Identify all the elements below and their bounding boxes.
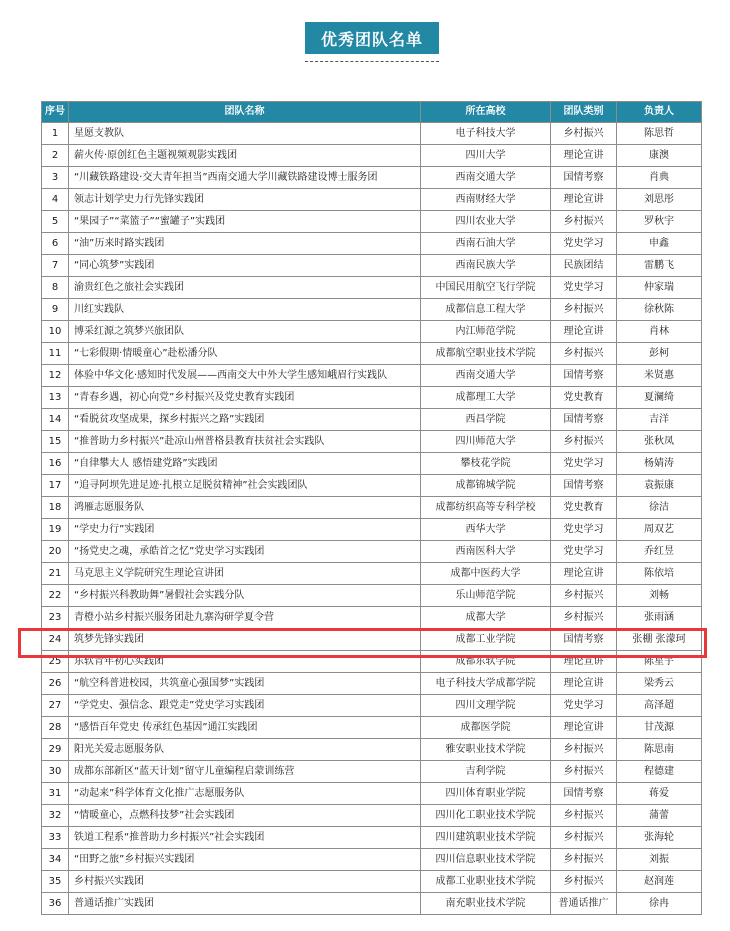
cell-team-name: 博采红源之筑梦兴旅团队 bbox=[69, 321, 421, 343]
cell-school: 四川大学 bbox=[421, 145, 551, 167]
cell-team-name: “七彩假期·情暖童心”赴松潘分队 bbox=[69, 343, 421, 365]
cell-school: 西南民族大学 bbox=[421, 255, 551, 277]
cell-school: 攀枝花学院 bbox=[421, 453, 551, 475]
cell-leader: 刘振 bbox=[617, 849, 702, 871]
cell-leader: 康澳 bbox=[617, 145, 702, 167]
cell-leader: 陈思哲 bbox=[617, 123, 702, 145]
cell-team-name: “田野之旅”乡村振兴实践团 bbox=[69, 849, 421, 871]
cell-category: 理论宣讲 bbox=[551, 145, 617, 167]
table-row bbox=[42, 717, 702, 739]
table-row bbox=[42, 255, 702, 277]
cell-leader: 张秋凤 bbox=[617, 431, 702, 453]
table-row bbox=[42, 629, 702, 651]
cell-team-name: “同心筑梦”实践团 bbox=[69, 255, 421, 277]
cell-team-name: “油”历来时路实践团 bbox=[69, 233, 421, 255]
cell-school: 四川师范大学 bbox=[421, 431, 551, 453]
cell-team-name: 阳光关爱志愿服务队 bbox=[69, 739, 421, 761]
cell-school: 西南石油大学 bbox=[421, 233, 551, 255]
cell-team-name: 普通话推广实践团 bbox=[69, 893, 421, 915]
cell-school: 四川文理学院 bbox=[421, 695, 551, 717]
cell-team-name: 星愿支教队 bbox=[69, 123, 421, 145]
cell-team-name: 川红实践队 bbox=[69, 299, 421, 321]
cell-no: 21 bbox=[42, 563, 69, 585]
cell-team-name: “追寻阿坝先进足迹·扎根立足脱贫精神”社会实践团队 bbox=[69, 475, 421, 497]
table-row bbox=[42, 387, 702, 409]
cell-leader: 张海轮 bbox=[617, 827, 702, 849]
cell-leader: 刘思彤 bbox=[617, 189, 702, 211]
cell-leader: 陈星宇 bbox=[617, 651, 702, 673]
table-row bbox=[42, 277, 702, 299]
table-row bbox=[42, 695, 702, 717]
table-row bbox=[42, 233, 702, 255]
table-row bbox=[42, 607, 702, 629]
cell-no: 4 bbox=[42, 189, 69, 211]
cell-leader: 张棚 张濛珂 bbox=[617, 629, 702, 651]
cell-no: 10 bbox=[42, 321, 69, 343]
cell-team-name: “情暖童心，点燃科技梦”社会实践团 bbox=[69, 805, 421, 827]
cell-leader: 高泽超 bbox=[617, 695, 702, 717]
cell-school: 成都中医药大学 bbox=[421, 563, 551, 585]
column-header-leader: 负责人 bbox=[617, 102, 702, 123]
table-row bbox=[42, 585, 702, 607]
cell-no: 29 bbox=[42, 739, 69, 761]
table-row bbox=[42, 739, 702, 761]
cell-leader: 彭柯 bbox=[617, 343, 702, 365]
cell-school: 南充职业技术学院 bbox=[421, 893, 551, 915]
cell-leader: 徐冉 bbox=[617, 893, 702, 915]
cell-school: 成都理工大学 bbox=[421, 387, 551, 409]
cell-leader: 程德建 bbox=[617, 761, 702, 783]
title-area bbox=[0, 0, 730, 70]
cell-no: 32 bbox=[42, 805, 69, 827]
cell-no: 20 bbox=[42, 541, 69, 563]
cell-school: 西华大学 bbox=[421, 519, 551, 541]
team-table bbox=[41, 101, 702, 915]
cell-team-name: 渝贵红色之旅社会实践团 bbox=[69, 277, 421, 299]
cell-team-name: 薪火传·原创红色主题视频观影实践团 bbox=[69, 145, 421, 167]
cell-category: 乡村振兴 bbox=[551, 211, 617, 233]
cell-leader: 周双艺 bbox=[617, 519, 702, 541]
cell-team-name: “动起来”科学体育文化推广志愿服务队 bbox=[69, 783, 421, 805]
cell-no: 30 bbox=[42, 761, 69, 783]
cell-category: 党史学习 bbox=[551, 695, 617, 717]
cell-team-name: “川藏铁路建设·交大青年担当”西南交通大学川藏铁路建设博士服务团 bbox=[69, 167, 421, 189]
table-row bbox=[42, 651, 702, 673]
table-row bbox=[42, 321, 702, 343]
cell-school: 中国民用航空飞行学院 bbox=[421, 277, 551, 299]
cell-category: 乡村振兴 bbox=[551, 299, 617, 321]
cell-category: 理论宣讲 bbox=[551, 673, 617, 695]
table-row bbox=[42, 409, 702, 431]
cell-category: 党史学习 bbox=[551, 519, 617, 541]
cell-school: 电子科技大学成都学院 bbox=[421, 673, 551, 695]
cell-category: 党史学习 bbox=[551, 233, 617, 255]
cell-no: 16 bbox=[42, 453, 69, 475]
cell-team-name: “果园子”“菜篮子”“蜜罐子”实践团 bbox=[69, 211, 421, 233]
table-row bbox=[42, 343, 702, 365]
table-row bbox=[42, 827, 702, 849]
cell-leader: 甘茂源 bbox=[617, 717, 702, 739]
cell-no: 15 bbox=[42, 431, 69, 453]
cell-no: 25 bbox=[42, 651, 69, 673]
cell-leader: 张雨涵 bbox=[617, 607, 702, 629]
cell-team-name: 领志计划学史力行先锋实践团 bbox=[69, 189, 421, 211]
cell-school: 成都信息工程大学 bbox=[421, 299, 551, 321]
cell-school: 西南医科大学 bbox=[421, 541, 551, 563]
cell-category: 乡村振兴 bbox=[551, 431, 617, 453]
cell-no: 27 bbox=[42, 695, 69, 717]
cell-team-name: “乡村振兴科教助舞”暑假社会实践分队 bbox=[69, 585, 421, 607]
table-row bbox=[42, 541, 702, 563]
cell-school: 成都工业职业技术学院 bbox=[421, 871, 551, 893]
cell-team-name: 青橙小站乡村振兴服务团赴九寨沟研学夏令营 bbox=[69, 607, 421, 629]
cell-team-name: 东软青年初心实践团 bbox=[69, 651, 421, 673]
cell-category: 乡村振兴 bbox=[551, 123, 617, 145]
column-header-no: 序号 bbox=[42, 102, 69, 123]
table-row bbox=[42, 761, 702, 783]
cell-team-name: “看脱贫攻坚成果，探乡村振兴之路”实践团 bbox=[69, 409, 421, 431]
cell-leader: 蒲蕾 bbox=[617, 805, 702, 827]
page-title: 优秀团队名单 bbox=[305, 22, 439, 54]
title-underline bbox=[305, 61, 439, 62]
cell-no: 31 bbox=[42, 783, 69, 805]
cell-leader: 申鑫 bbox=[617, 233, 702, 255]
cell-category: 乡村振兴 bbox=[551, 585, 617, 607]
table-row bbox=[42, 871, 702, 893]
cell-team-name: 筑梦先锋实践团 bbox=[69, 629, 421, 651]
cell-category: 党史学习 bbox=[551, 453, 617, 475]
cell-category: 国情考察 bbox=[551, 629, 617, 651]
cell-no: 28 bbox=[42, 717, 69, 739]
cell-school: 四川化工职业技术学院 bbox=[421, 805, 551, 827]
cell-team-name: “青春乡遇，初心向党”乡村振兴及党史教育实践团 bbox=[69, 387, 421, 409]
cell-leader: 乔红昱 bbox=[617, 541, 702, 563]
cell-category: 国情考察 bbox=[551, 409, 617, 431]
cell-team-name: “扬党史之魂，承皓首之忆”党史学习实践团 bbox=[69, 541, 421, 563]
cell-no: 5 bbox=[42, 211, 69, 233]
cell-leader: 吉洋 bbox=[617, 409, 702, 431]
cell-category: 乡村振兴 bbox=[551, 871, 617, 893]
cell-team-name: “学史力行”实践团 bbox=[69, 519, 421, 541]
cell-school: 电子科技大学 bbox=[421, 123, 551, 145]
cell-leader: 仲家瑞 bbox=[617, 277, 702, 299]
cell-no: 19 bbox=[42, 519, 69, 541]
cell-category: 乡村振兴 bbox=[551, 827, 617, 849]
cell-category: 党史教育 bbox=[551, 387, 617, 409]
table-row bbox=[42, 365, 702, 387]
cell-school: 西南交通大学 bbox=[421, 365, 551, 387]
cell-no: 3 bbox=[42, 167, 69, 189]
cell-no: 14 bbox=[42, 409, 69, 431]
cell-school: 西南交通大学 bbox=[421, 167, 551, 189]
table-row bbox=[42, 145, 702, 167]
cell-school: 成都纺织高等专科学校 bbox=[421, 497, 551, 519]
table-row bbox=[42, 563, 702, 585]
cell-school: 成都医学院 bbox=[421, 717, 551, 739]
cell-school: 成都航空职业技术学院 bbox=[421, 343, 551, 365]
cell-school: 内江师范学院 bbox=[421, 321, 551, 343]
cell-category: 理论宣讲 bbox=[551, 321, 617, 343]
cell-leader: 袁振康 bbox=[617, 475, 702, 497]
cell-category: 理论宣讲 bbox=[551, 651, 617, 673]
cell-category: 理论宣讲 bbox=[551, 717, 617, 739]
cell-leader: 夏澜绮 bbox=[617, 387, 702, 409]
cell-team-name: 铁道工程系“推普助力乡村振兴”社会实践团 bbox=[69, 827, 421, 849]
cell-category: 国情考察 bbox=[551, 167, 617, 189]
table-row bbox=[42, 431, 702, 453]
cell-no: 1 bbox=[42, 123, 69, 145]
cell-category: 乡村振兴 bbox=[551, 805, 617, 827]
cell-school: 成都工业学院 bbox=[421, 629, 551, 651]
cell-school: 成都大学 bbox=[421, 607, 551, 629]
cell-category: 党史教育 bbox=[551, 497, 617, 519]
cell-no: 35 bbox=[42, 871, 69, 893]
cell-category: 乡村振兴 bbox=[551, 761, 617, 783]
cell-category: 理论宣讲 bbox=[551, 563, 617, 585]
cell-no: 17 bbox=[42, 475, 69, 497]
table-row bbox=[42, 783, 702, 805]
cell-no: 12 bbox=[42, 365, 69, 387]
cell-category: 乡村振兴 bbox=[551, 849, 617, 871]
cell-no: 33 bbox=[42, 827, 69, 849]
table-row bbox=[42, 673, 702, 695]
cell-leader: 赵润莲 bbox=[617, 871, 702, 893]
cell-team-name: “学党史、强信念、跟党走”党史学习实践团 bbox=[69, 695, 421, 717]
cell-no: 2 bbox=[42, 145, 69, 167]
cell-category: 乡村振兴 bbox=[551, 343, 617, 365]
cell-category: 普通话推广 bbox=[551, 893, 617, 915]
column-header-name: 团队名称 bbox=[69, 102, 421, 123]
cell-school: 四川建筑职业技术学院 bbox=[421, 827, 551, 849]
cell-school: 四川农业大学 bbox=[421, 211, 551, 233]
cell-leader: 蒋爱 bbox=[617, 783, 702, 805]
cell-leader: 杨婧涛 bbox=[617, 453, 702, 475]
table-row bbox=[42, 453, 702, 475]
cell-team-name: 体验中华文化·感知时代发展——西南交大中外大学生感知峨眉行实践队 bbox=[69, 365, 421, 387]
cell-school: 四川信息职业技术学院 bbox=[421, 849, 551, 871]
cell-category: 党史学习 bbox=[551, 277, 617, 299]
cell-school: 西昌学院 bbox=[421, 409, 551, 431]
cell-school: 成都东软学院 bbox=[421, 651, 551, 673]
cell-school: 雅安职业技术学院 bbox=[421, 739, 551, 761]
cell-category: 国情考察 bbox=[551, 475, 617, 497]
cell-team-name: 鸿雁志愿服务队 bbox=[69, 497, 421, 519]
cell-leader: 徐秋陈 bbox=[617, 299, 702, 321]
cell-leader: 陈依培 bbox=[617, 563, 702, 585]
cell-leader: 刘畅 bbox=[617, 585, 702, 607]
cell-team-name: 乡村振兴实践团 bbox=[69, 871, 421, 893]
cell-school: 乐山师范学院 bbox=[421, 585, 551, 607]
cell-team-name: “推普助力乡村振兴”赴凉山州普格县教育扶贫社会实践队 bbox=[69, 431, 421, 453]
cell-category: 党史学习 bbox=[551, 541, 617, 563]
table-row bbox=[42, 123, 702, 145]
cell-school: 成都锦城学院 bbox=[421, 475, 551, 497]
table-row bbox=[42, 805, 702, 827]
cell-category: 国情考察 bbox=[551, 365, 617, 387]
cell-leader: 雷鹏飞 bbox=[617, 255, 702, 277]
table-row bbox=[42, 497, 702, 519]
column-header-category: 团队类别 bbox=[551, 102, 617, 123]
cell-leader: 肖林 bbox=[617, 321, 702, 343]
cell-no: 8 bbox=[42, 277, 69, 299]
cell-team-name: “自律攀大人 感悟建党路”实践团 bbox=[69, 453, 421, 475]
cell-no: 23 bbox=[42, 607, 69, 629]
cell-leader: 肖典 bbox=[617, 167, 702, 189]
cell-team-name: 成都东部新区“蓝天计划”留守儿童编程启蒙训练营 bbox=[69, 761, 421, 783]
cell-no: 11 bbox=[42, 343, 69, 365]
cell-school: 吉利学院 bbox=[421, 761, 551, 783]
cell-no: 34 bbox=[42, 849, 69, 871]
table-row bbox=[42, 189, 702, 211]
cell-no: 26 bbox=[42, 673, 69, 695]
table-row bbox=[42, 211, 702, 233]
cell-category: 国情考察 bbox=[551, 783, 617, 805]
cell-category: 民族团结 bbox=[551, 255, 617, 277]
cell-no: 9 bbox=[42, 299, 69, 321]
cell-leader: 梁秀云 bbox=[617, 673, 702, 695]
cell-no: 22 bbox=[42, 585, 69, 607]
cell-no: 13 bbox=[42, 387, 69, 409]
cell-no: 18 bbox=[42, 497, 69, 519]
table-row bbox=[42, 849, 702, 871]
cell-team-name: “感悟百年党史 传承红色基因”通江实践团 bbox=[69, 717, 421, 739]
cell-leader: 陈思南 bbox=[617, 739, 702, 761]
cell-category: 乡村振兴 bbox=[551, 739, 617, 761]
cell-school: 西南财经大学 bbox=[421, 189, 551, 211]
table-row bbox=[42, 299, 702, 321]
cell-leader: 罗秋宇 bbox=[617, 211, 702, 233]
cell-no: 36 bbox=[42, 893, 69, 915]
cell-school: 四川体育职业学院 bbox=[421, 783, 551, 805]
column-header-school: 所在高校 bbox=[421, 102, 551, 123]
cell-no: 7 bbox=[42, 255, 69, 277]
cell-leader: 米贤惠 bbox=[617, 365, 702, 387]
table-header-row bbox=[42, 102, 702, 123]
cell-category: 理论宣讲 bbox=[551, 189, 617, 211]
cell-no: 24 bbox=[42, 629, 69, 651]
cell-no: 6 bbox=[42, 233, 69, 255]
cell-team-name: “航空科普进校园，共筑童心强国梦”实践团 bbox=[69, 673, 421, 695]
cell-category: 乡村振兴 bbox=[551, 607, 617, 629]
table-row bbox=[42, 475, 702, 497]
table-row bbox=[42, 519, 702, 541]
cell-leader: 徐洁 bbox=[617, 497, 702, 519]
table-row bbox=[42, 167, 702, 189]
table-row bbox=[42, 893, 702, 915]
cell-team-name: 马克思主义学院研究生理论宣讲团 bbox=[69, 563, 421, 585]
